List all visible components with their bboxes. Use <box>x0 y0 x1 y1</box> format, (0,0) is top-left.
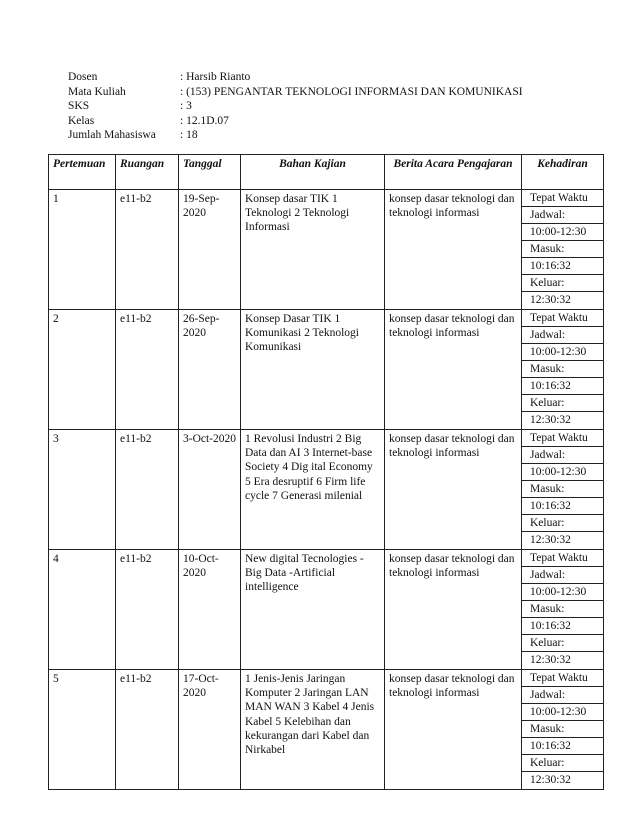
header-pertemuan: Pertemuan <box>49 155 116 190</box>
info-value: : 3 <box>180 100 192 113</box>
kehadiran-line: 12:30:32 <box>530 294 571 306</box>
kehadiran-line: 12:30:32 <box>530 774 571 786</box>
kehadiran-line: 10:16:32 <box>522 258 603 275</box>
kehadiran-line: 10:00-12:30 <box>522 344 603 361</box>
cell-ruangan: e11-b2 <box>116 670 179 790</box>
cell-ruangan: e11-b2 <box>116 190 179 310</box>
kehadiran-line: Tepat Waktu <box>522 190 603 207</box>
attendance-table <box>48 154 604 790</box>
kehadiran-line: Masuk: <box>522 481 603 498</box>
cell-tanggal: 26-Sep-2020 <box>179 310 241 430</box>
cell-pertemuan: 3 <box>49 430 116 550</box>
table-body <box>49 190 604 790</box>
kehadiran-line: Tepat Waktu <box>522 670 603 687</box>
cell-ruangan: e11-b2 <box>116 430 179 550</box>
info-label: Jumlah Mahasiswa <box>68 129 156 142</box>
header-tanggal: Tanggal <box>179 155 241 190</box>
info-row-mata-kuliah <box>68 85 523 100</box>
kehadiran-line: Jadwal: <box>522 567 603 584</box>
kehadiran-line: 10:00-12:30 <box>522 464 603 481</box>
kehadiran-line: Keluar: <box>522 635 603 652</box>
cell-kehadiran <box>522 670 604 790</box>
cell-berita-acara: konsep dasar teknologi dan teknologi informasi <box>385 670 522 790</box>
cell-pertemuan: 4 <box>49 550 116 670</box>
info-value: : (153) PENGANTAR TEKNOLOGI INFORMASI DAN KOMUNIKASI <box>180 85 523 98</box>
cell-bahan-kajian: Konsep dasar TIK 1 Teknologi 2 Teknologi Informasi <box>241 190 385 310</box>
table-row <box>49 550 604 670</box>
cell-kehadiran <box>522 190 604 310</box>
cell-tanggal: 3-Oct-2020 <box>179 430 241 550</box>
info-row-sks <box>68 99 523 114</box>
kehadiran-line: Tepat Waktu <box>522 550 603 567</box>
cell-tanggal: 10-Oct-2020 <box>179 550 241 670</box>
kehadiran-line: 10:16:32 <box>522 738 603 755</box>
info-value: : Harsib Rianto <box>180 71 251 83</box>
cell-tanggal: 17-Oct-2020 <box>179 670 241 790</box>
cell-pertemuan: 2 <box>49 310 116 430</box>
kehadiran-line: Masuk: <box>522 721 603 738</box>
kehadiran-line: 10:16:32 <box>522 618 603 635</box>
cell-berita-acara: konsep dasar teknologi dan teknologi informasi <box>385 190 522 310</box>
cell-pertemuan: 1 <box>49 190 116 310</box>
kehadiran-line: Jadwal: <box>522 447 603 464</box>
table-row <box>49 310 604 430</box>
kehadiran-line: Keluar: <box>522 755 603 772</box>
info-label: Kelas <box>68 114 95 127</box>
kehadiran-line: Masuk: <box>522 601 603 618</box>
cell-ruangan: e11-b2 <box>116 550 179 670</box>
cell-pertemuan: 5 <box>49 670 116 790</box>
kehadiran-line: Jadwal: <box>522 207 603 224</box>
header-kehadiran: Kehadiran <box>522 155 604 190</box>
info-label: Dosen <box>68 71 98 83</box>
info-label: Mata Kuliah <box>68 85 126 98</box>
table-row <box>49 670 604 790</box>
cell-berita-acara: konsep dasar teknologi dan teknologi informasi <box>385 430 522 550</box>
course-info <box>68 70 523 143</box>
table-row <box>49 430 604 550</box>
cell-ruangan: e11-b2 <box>116 310 179 430</box>
kehadiran-line: Keluar: <box>522 395 603 412</box>
kehadiran-line: 12:30:32 <box>530 534 571 546</box>
cell-bahan-kajian: 1 Jenis-Jenis Jaringan Komputer 2 Jaringan LAN MAN WAN 3 Kabel 4 Jenis Kabel 5 Kelebihan dan kekurangan dari Kabel dan Nirkabel <box>241 670 385 790</box>
kehadiran-line: 10:00-12:30 <box>522 584 603 601</box>
header-berita-acara: Berita Acara Pengajaran <box>385 155 522 190</box>
kehadiran-line: Jadwal: <box>522 687 603 704</box>
kehadiran-line: 10:16:32 <box>522 378 603 395</box>
kehadiran-line: 12:30:32 <box>530 414 571 426</box>
cell-tanggal: 19-Sep-2020 <box>179 190 241 310</box>
info-row-dosen <box>68 70 523 85</box>
cell-berita-acara: konsep dasar teknologi dan teknologi informasi <box>385 550 522 670</box>
kehadiran-line: 12:30:32 <box>530 654 571 666</box>
kehadiran-line: Masuk: <box>522 361 603 378</box>
cell-kehadiran <box>522 310 604 430</box>
kehadiran-line: 10:16:32 <box>522 498 603 515</box>
kehadiran-line: Masuk: <box>522 241 603 258</box>
kehadiran-line: Jadwal: <box>522 327 603 344</box>
info-label: SKS <box>68 100 90 113</box>
cell-berita-acara: konsep dasar teknologi dan teknologi informasi <box>385 310 522 430</box>
table-row <box>49 190 604 310</box>
table-header-row <box>49 155 604 190</box>
kehadiran-line: Tepat Waktu <box>522 310 603 327</box>
kehadiran-line: 10:00-12:30 <box>522 224 603 241</box>
cell-bahan-kajian: 1 Revolusi Industri 2 Big Data dan AI 3 Internet-base Society 4 Dig ital Economy 5 Era desruptif 6 Firm life cycle 7 Generasi milenial <box>241 430 385 550</box>
info-value: : 18 <box>180 129 198 142</box>
kehadiran-line: Tepat Waktu <box>522 430 603 447</box>
info-value: : 12.1D.07 <box>180 114 229 127</box>
kehadiran-line: Keluar: <box>522 515 603 532</box>
header-ruangan: Ruangan <box>116 155 179 190</box>
cell-bahan-kajian: New digital Tecnologies - Big Data -Artificial intelligence <box>241 550 385 670</box>
cell-kehadiran <box>522 550 604 670</box>
kehadiran-line: Keluar: <box>522 275 603 292</box>
info-row-jumlah-mahasiswa <box>68 128 523 143</box>
info-row-kelas <box>68 114 523 129</box>
cell-bahan-kajian: Konsep Dasar TIK 1 Komunikasi 2 Teknologi Komunikasi <box>241 310 385 430</box>
header-bahan-kajian: Bahan Kajian <box>241 155 385 190</box>
kehadiran-line: 10:00-12:30 <box>522 704 603 721</box>
cell-kehadiran <box>522 430 604 550</box>
